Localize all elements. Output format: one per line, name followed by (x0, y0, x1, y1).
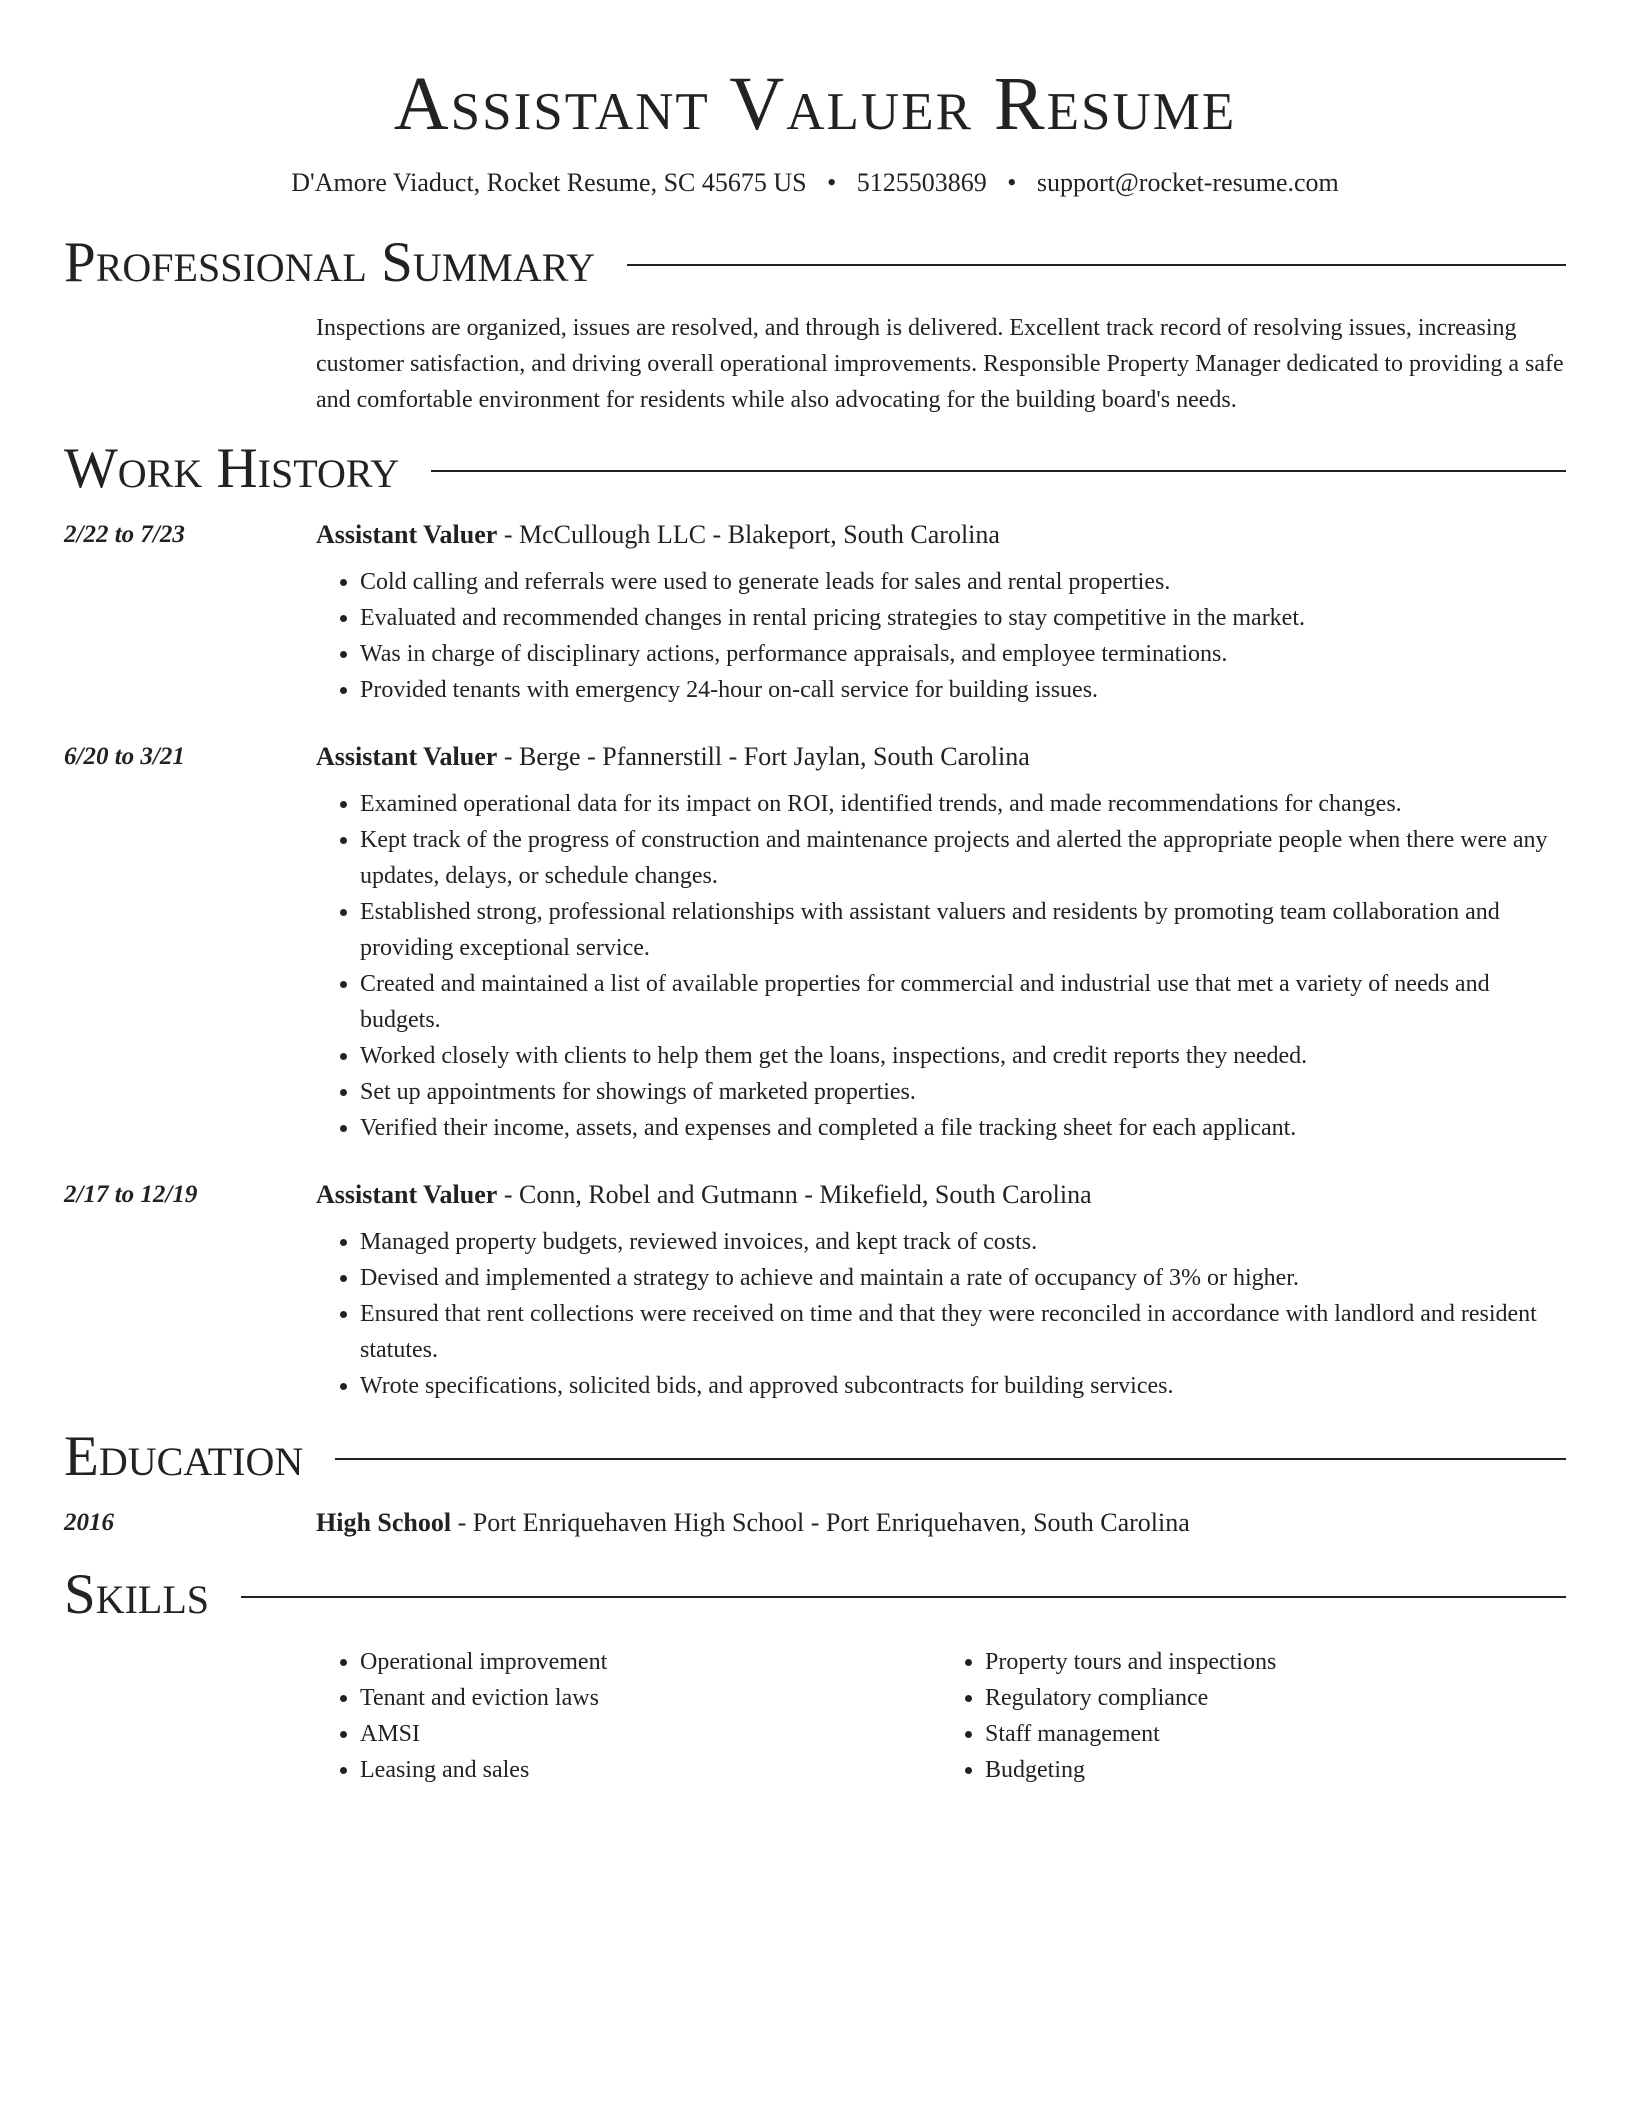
job-bullet: • Verified their income, assets, and expenses and completed a file tracking sheet for each applicant. (360, 1110, 1566, 1146)
contact-separator: • (827, 168, 837, 197)
job-details: - McCullough LLC - Blakeport, South Carolina (497, 520, 1000, 549)
section-divider (627, 264, 1566, 266)
skill-item: • Operational improvement (360, 1644, 941, 1680)
job-bullet: • Kept track of the progress of construction and maintenance projects and alerted the appropriate people when there were any updates, delays, or schedule changes. (360, 822, 1566, 894)
skill-item: • Leasing and sales (360, 1752, 941, 1788)
job-bullet: • Managed property budgets, reviewed invoices, and kept track of costs. (360, 1224, 1566, 1260)
job-bullet: • Provided tenants with emergency 24-hour on-call service for building issues. (360, 672, 1566, 708)
skill-item: • Budgeting (985, 1752, 1566, 1788)
education-title: High School (316, 1508, 452, 1537)
job-bullet: • Cold calling and referrals were used to generate leads for sales and rental properties. (360, 564, 1566, 600)
summary-heading: Professional Summary (64, 231, 596, 294)
work-history-list (64, 518, 1566, 1404)
education-section-heading (64, 1424, 1566, 1490)
summary-text: Inspections are organized, issues are resolved, and through is delivered. Excellent track record of resolving issues, increasing customer satisfaction, and driving overall operational improvements. Responsible Property Manager dedicated to providing a safe and comfortable environment for residents while also advocating for the building board's needs. (316, 315, 1564, 413)
job-dates: 6/20 to 3/21 (64, 743, 185, 770)
education-entry (64, 1506, 1566, 1540)
skill-item: • Property tours and inspections (985, 1644, 1566, 1680)
job-bullet: • Was in charge of disciplinary actions, performance appraisals, and employee terminations. (360, 636, 1566, 672)
work-heading: Work History (64, 437, 400, 500)
skills-heading: Skills (64, 1563, 210, 1626)
summary-section-heading (64, 230, 1566, 296)
section-divider (431, 470, 1566, 472)
job-bullets (316, 564, 1566, 708)
job-content (316, 518, 1566, 708)
job-bullets (316, 786, 1566, 1146)
job-bullet: • Created and maintained a list of available properties for commercial and industrial use that met a variety of needs and budgets. (360, 966, 1566, 1038)
education-dates: 2016 (64, 1509, 114, 1536)
job-bullet: • Worked closely with clients to help them get the loans, inspections, and credit reports they needed. (360, 1038, 1566, 1074)
job-content (316, 1178, 1566, 1404)
skill-item: • AMSI (360, 1716, 941, 1752)
job-dates: 2/22 to 7/23 (64, 521, 185, 548)
contact-phone: 5125503869 (856, 168, 987, 197)
job-bullets (316, 1224, 1566, 1404)
job-details: - Berge - Pfannerstill - Fort Jaylan, South Carolina (497, 742, 1030, 771)
contact-address: D'Amore Viaduct, Rocket Resume, SC 45675 US (291, 168, 807, 197)
skills-column-left (316, 1644, 941, 1788)
job-bullet: • Devised and implemented a strategy to achieve and maintain a rate of occupancy of 3% or higher. (360, 1260, 1566, 1296)
job-bullet: • Examined operational data for its impact on ROI, identified trends, and made recommendations for changes. (360, 786, 1566, 822)
skills-list (316, 1644, 1566, 1788)
job-bullet: • Set up appointments for showings of marketed properties. (360, 1074, 1566, 1110)
job-details: - Conn, Robel and Gutmann - Mikefield, South Carolina (497, 1180, 1092, 1209)
job-bullet: • Established strong, professional relationships with assistant valuers and residents by promoting team collaboration and providing exceptional service. (360, 894, 1566, 966)
job-heading (316, 740, 1566, 774)
job-entry (64, 518, 1566, 708)
job-bullet: • Evaluated and recommended changes in rental pricing strategies to stay competitive in the market. (360, 600, 1566, 636)
job-heading (316, 1178, 1566, 1212)
job-bullet: • Wrote specifications, solicited bids, and approved subcontracts for building services. (360, 1368, 1566, 1404)
resume-title: Assistant Valuer Resume (393, 62, 1237, 146)
contact-separator: • (1007, 168, 1017, 197)
skills-section-heading (64, 1562, 1566, 1628)
skill-item: • Regulatory compliance (985, 1680, 1566, 1716)
job-dates: 2/17 to 12/19 (64, 1181, 198, 1208)
contact-email: support@rocket-resume.com (1036, 168, 1339, 197)
job-content (316, 740, 1566, 1146)
section-divider (335, 1458, 1566, 1460)
education-details: - Port Enriquehaven High School - Port Enriquehaven, South Carolina (451, 1508, 1190, 1537)
job-title: Assistant Valuer (316, 1180, 498, 1209)
section-divider (241, 1596, 1566, 1598)
job-entry (64, 1178, 1566, 1404)
work-section-heading (64, 436, 1566, 502)
education-content (316, 1506, 1566, 1540)
education-heading: Education (64, 1425, 304, 1488)
skill-item: • Tenant and eviction laws (360, 1680, 941, 1716)
skill-item: • Staff management (985, 1716, 1566, 1752)
job-title: Assistant Valuer (316, 520, 498, 549)
job-title: Assistant Valuer (316, 742, 498, 771)
skills-column-right (941, 1644, 1566, 1788)
job-heading (316, 518, 1566, 552)
education-heading-line (316, 1506, 1566, 1540)
job-bullet: • Ensured that rent collections were received on time and that they were reconciled in accordance with landlord and resident statutes. (360, 1296, 1566, 1368)
summary-section (316, 310, 1566, 418)
contact-line (64, 166, 1566, 200)
job-entry (64, 740, 1566, 1146)
